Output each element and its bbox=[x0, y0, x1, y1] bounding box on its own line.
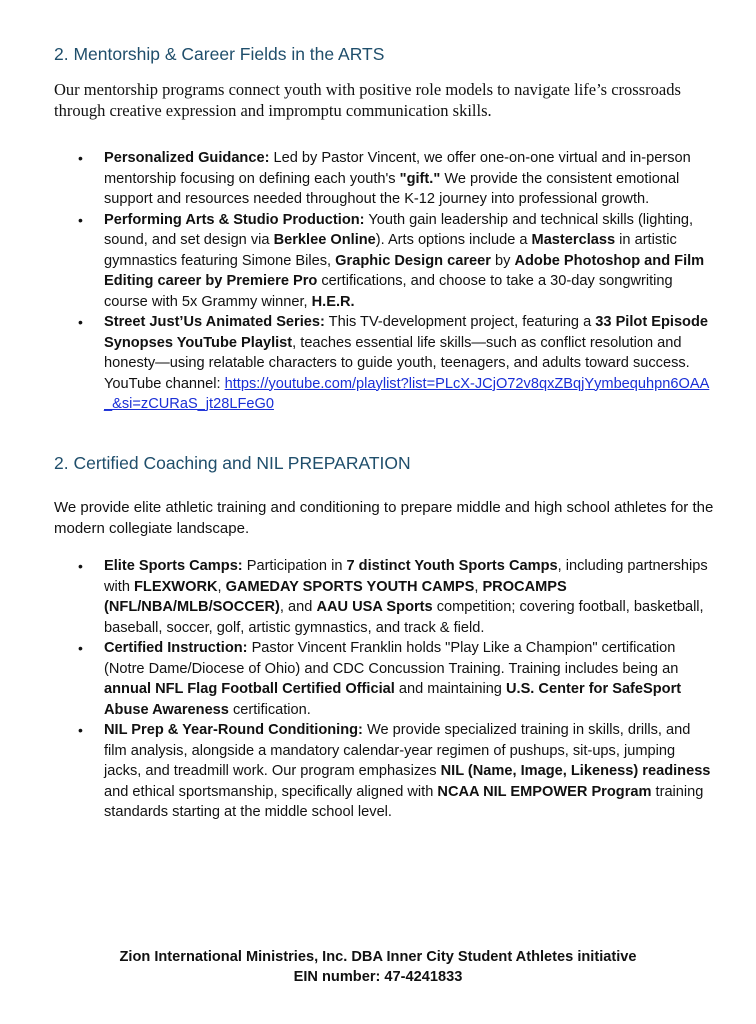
footer-ein: EIN number: 47-4241833 bbox=[293, 969, 463, 985]
body-text: and maintaining bbox=[394, 681, 506, 697]
list-item-title: Street Just’Us Animated Series: bbox=[104, 314, 325, 330]
footer-org-name: Zion International Ministries, Inc. DBA Inner City Student Athletes initiative bbox=[119, 949, 637, 965]
list-item bbox=[0, 312, 756, 415]
section-intro-coaching: We provide elite athletic training and conditioning to prepare middle and high school athletes for the modern collegiate landscape. bbox=[54, 499, 714, 537]
bullet-icon: • bbox=[78, 314, 83, 330]
bullet-icon: • bbox=[78, 211, 83, 228]
body-text: and ethical sportsmanship, specifically aligned with bbox=[104, 783, 438, 800]
emphasis-text: H.E.R. bbox=[311, 293, 355, 310]
emphasis-text: FLEXWORK bbox=[134, 578, 218, 595]
body-text: in artistic gymnastics featuring Simone Biles, bbox=[104, 232, 677, 269]
body-text: Led by Pastor Vincent, we offer one-on-one virtual and in-person mentorship focusing on defining each youth's bbox=[104, 150, 691, 187]
body-text: Participation in bbox=[242, 558, 347, 574]
body-text: , and bbox=[279, 599, 317, 615]
list-item bbox=[0, 638, 756, 720]
emphasis-text: annual NFL Flag Football Certified Official bbox=[104, 681, 395, 697]
mentorship-list bbox=[0, 148, 756, 415]
emphasis-text: Berklee Online bbox=[273, 232, 376, 248]
body-text: , teaches essential life skills—such as conflict resolution and honesty—using relatable characters to guide youth, teenagers, and adults toward success. YouTube channel: bbox=[104, 334, 690, 392]
body-text: by bbox=[490, 252, 515, 269]
body-text: ). Arts options include a bbox=[375, 232, 532, 248]
emphasis-text: 33 Pilot Episode Synopses YouTube Playlist bbox=[104, 314, 709, 351]
list-item-title: Elite Sports Camps: bbox=[104, 558, 243, 574]
emphasis-text: NCAA NIL EMPOWER Program bbox=[437, 783, 652, 800]
emphasis-text: AAU USA Sports bbox=[316, 599, 433, 615]
emphasis-text: Adobe Photoshop and Film Editing career by Premiere Pro bbox=[104, 252, 705, 289]
body-text: certification. bbox=[228, 701, 311, 718]
section-heading-mentorship: 2. Mentorship & Career Fields in the ARTS bbox=[54, 44, 385, 64]
section-intro-mentorship: Our mentorship programs connect youth with positive role models to navigate life’s crossroads through creative expression and impromptu communication skills. bbox=[54, 80, 681, 120]
list-item-title: NIL Prep & Year-Round Conditioning: bbox=[104, 722, 363, 738]
footer bbox=[0, 947, 756, 987]
list-item bbox=[0, 210, 756, 313]
body-text: , including partnerships with bbox=[104, 558, 708, 595]
bullet-icon: • bbox=[78, 722, 83, 738]
section-heading-coaching: 2. Certified Coaching and NIL PREPARATION bbox=[54, 453, 411, 473]
emphasis-text: 7 distinct Youth Sports Camps bbox=[346, 558, 558, 574]
list-item-title: Certified Instruction: bbox=[104, 640, 248, 656]
list-item-title: Performing Arts & Studio Production: bbox=[104, 211, 365, 228]
emphasis-text: GAMEDAY SPORTS YOUTH CAMPS bbox=[225, 578, 475, 595]
body-text: We provide the consistent emotional support and resources needed throughout the K-12 journey into professional growth. bbox=[104, 170, 680, 207]
emphasis-text: "gift." bbox=[399, 170, 441, 187]
youtube-playlist-link[interactable]: https://youtube.com/playlist?list=PLcX-JCjO72v8qxZBqjYymbequhpn6OAA_&si=zCURaS_jt28LFeG0 bbox=[104, 375, 710, 412]
body-text: , bbox=[474, 578, 483, 595]
body-text: We provide specialized training in skills, drills, and film analysis, alongside a mandatory calendar-year regimen of pushups, sit-ups, jumping jacks, and treadmill work. Our program emphasizes bbox=[104, 722, 691, 779]
body-text: Pastor Vincent Franklin holds "Play Like a Champion" certification (Notre Dame/Diocese of Ohio) and CDC Concussion Training. Training includes being an bbox=[104, 640, 679, 677]
list-item-title: Personalized Guidance: bbox=[104, 150, 270, 166]
body-text: certifications, and choose to take a 30-day songwriting course with 5x Grammy winner, bbox=[104, 273, 673, 310]
body-text: , bbox=[217, 578, 226, 595]
bullet-icon: • bbox=[78, 558, 83, 574]
body-text: Youth gain leadership and technical skills (lighting, sound, and set design via bbox=[104, 211, 694, 248]
emphasis-text: Masterclass bbox=[531, 232, 616, 248]
emphasis-text: U.S. Center for SafeSport Abuse Awareness bbox=[104, 681, 682, 718]
bullet-icon: • bbox=[78, 640, 83, 656]
list-item bbox=[0, 556, 756, 638]
body-text: training standards starting at the middle school level. bbox=[104, 783, 704, 820]
emphasis-text: Graphic Design career bbox=[335, 252, 491, 269]
list-item bbox=[0, 720, 756, 823]
emphasis-text: NIL (Name, Image, Likeness) readiness bbox=[440, 763, 711, 779]
body-text: competition; covering football, basketball, baseball, soccer, golf, artistic gymnastics, and track & field. bbox=[104, 599, 704, 636]
bullet-icon: • bbox=[78, 150, 83, 166]
body-text: This TV-development project, featuring a bbox=[324, 314, 596, 330]
emphasis-text: PROCAMPS (NFL/NBA/MLB/SOCCER) bbox=[104, 578, 567, 615]
coaching-list bbox=[0, 556, 756, 823]
list-item bbox=[0, 148, 756, 210]
